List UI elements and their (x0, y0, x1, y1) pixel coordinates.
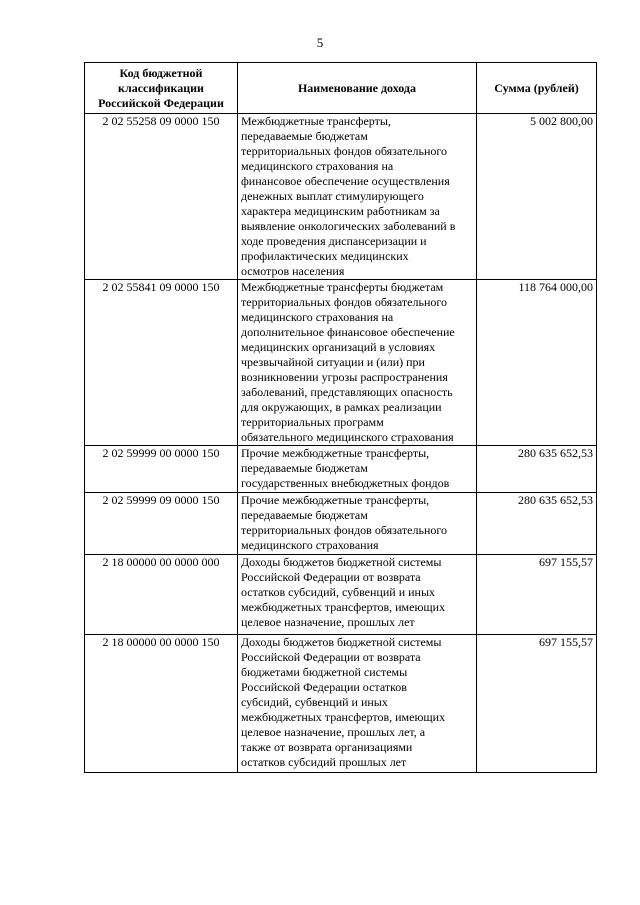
amount-cell: 280 635 652,53 (477, 446, 597, 493)
budget-code-cell: 2 02 59999 09 0000 150 (85, 493, 238, 555)
header-code: Код бюджетной классификации Российской Федерации (85, 63, 238, 114)
income-name-cell: Прочие межбюджетные трансферты, передаваемые бюджетам государственных внебюджетных фондов (238, 446, 477, 493)
amount-cell: 697 155,57 (477, 635, 597, 773)
table-row (85, 280, 597, 446)
income-name-cell: Доходы бюджетов бюджетной системы Российской Федерации от возврата бюджетами бюджетной системы Российской Федерации остатков субсидий, субвенций и иных межбюджетных трансфертов, имеющих целевое назначение, прошлых лет, а также от возврата организациями остатков субсидий прошлых лет (238, 635, 477, 773)
page-number: 5 (316, 35, 324, 50)
header-amount: Сумма (рублей) (477, 63, 597, 114)
budget-code-cell: 2 02 55258 09 0000 150 (85, 114, 238, 280)
table-row (85, 555, 597, 635)
budget-code-cell: 2 18 00000 00 0000 000 (85, 555, 238, 635)
budget-income-table (84, 62, 597, 773)
amount-cell: 280 635 652,53 (477, 493, 597, 555)
amount-cell: 5 002 800,00 (477, 114, 597, 280)
table-row (85, 635, 597, 773)
table-row (85, 446, 597, 493)
header-name: Наименование дохода (238, 63, 477, 114)
budget-code-cell: 2 18 00000 00 0000 150 (85, 635, 238, 773)
income-name-cell: Межбюджетные трансферты, передаваемые бюджетам территориальных фондов обязательного медицинского страхования на финансовое обеспечение осуществления денежных выплат стимулирующего характера медицинским работникам за выявление онкологических заболеваний в ходе проведения диспансеризации и профилактических медицинских осмотров населения (238, 114, 477, 280)
income-name-cell: Межбюджетные трансферты бюджетам территориальных фондов обязательного медицинского страхования на дополнительное финансовое обеспечение медицинских организаций в условиях чрезвычайной ситуации и (или) при возникновении угрозы распространения заболеваний, представляющих опасность для окружающих, в рамках реализации территориальных программ обязательного медицинского страхования (238, 280, 477, 446)
income-name-cell: Прочие межбюджетные трансферты, передаваемые бюджетам территориальных фондов обязательного медицинского страхования (238, 493, 477, 555)
amount-cell: 118 764 000,00 (477, 280, 597, 446)
income-name-cell: Доходы бюджетов бюджетной системы Российской Федерации от возврата остатков субсидий, субвенций и иных межбюджетных трансфертов, имеющих целевое назначение, прошлых лет (238, 555, 477, 635)
table-row (85, 114, 597, 280)
amount-cell: 697 155,57 (477, 555, 597, 635)
table-row (85, 493, 597, 555)
budget-code-cell: 2 02 59999 00 0000 150 (85, 446, 238, 493)
budget-code-cell: 2 02 55841 09 0000 150 (85, 280, 238, 446)
table-header-row (85, 63, 597, 114)
